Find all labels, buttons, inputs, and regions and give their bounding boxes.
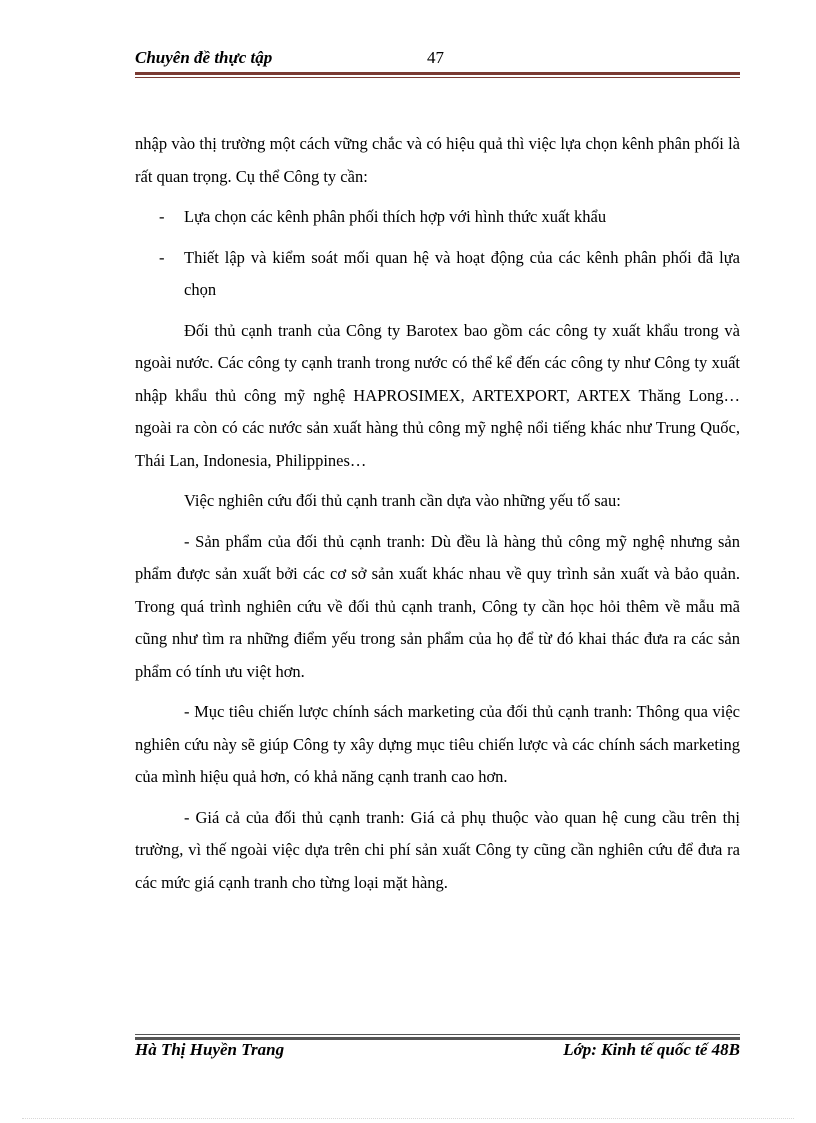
header-rule-thin bbox=[135, 77, 740, 78]
list-item bbox=[135, 242, 740, 307]
page-footer bbox=[135, 1040, 740, 1064]
bullet-dash: - bbox=[159, 247, 165, 267]
bullet-dash: - bbox=[159, 207, 165, 226]
header-title: Chuyên đề thực tập bbox=[135, 48, 273, 67]
paragraph-marketing: - Mục tiêu chiến lược chính sách marketing của đối thủ cạnh tranh: Thông qua việc nghiên cứu này sẽ giúp Công ty xây dựng mục tiêu chiến lược và các chính sách marketing của mình hiệu quả hơn, có khả năng cạnh tranh cao hơn. bbox=[135, 702, 740, 786]
paragraph-price: - Giá cả của đối thủ cạnh tranh: Giá cả phụ thuộc vào quan hệ cung cầu trên thị trường, vì thế ngoài việc dựa trên chi phí sản xuất Công ty cũng cần nghiên cứu để đưa ra các mức giá cạnh tranh cho từng loại mặt hàng. bbox=[135, 807, 740, 892]
bullet-text: Thiết lập và kiểm soát mối quan hệ và hoạt động của các kênh phân phối đã lựa chọn bbox=[184, 247, 740, 299]
list-item bbox=[135, 201, 740, 234]
page-edge-divider bbox=[22, 1118, 794, 1119]
paragraph-continuation: nhập vào thị trường một cách vững chắc và có hiệu quả thì việc lựa chọn kênh phân phối là rất quan trọng. Cụ thể Công ty cần: bbox=[135, 134, 740, 186]
paragraph-competitors: Đối thủ cạnh tranh của Công ty Barotex bao gồm các công ty xuất khẩu trong và ngoài nước. Các công ty cạnh tranh trong nước có thể kể đến các công ty như Công ty xuất nhập khẩu thủ công mỹ nghệ HAPROSIMEX, ARTEXPORT, ARTEX Thăng Long… ngoài ra còn có các nước sản xuất hàng thủ công mỹ nghệ nổi tiếng khác như Trung Quốc, Thái Lan, Indonesia, Philippines… bbox=[135, 320, 740, 470]
page-body bbox=[135, 128, 740, 907]
footer-class: Lớp: Kinh tế quốc tế 48B bbox=[563, 1040, 740, 1059]
page-header bbox=[135, 48, 740, 72]
paragraph-research-intro: Việc nghiên cứu đối thủ cạnh tranh cần dựa vào những yếu tố sau: bbox=[184, 491, 621, 510]
bullet-text: Lựa chọn các kênh phân phối thích hợp với hình thức xuất khẩu bbox=[184, 207, 607, 226]
footer-author: Hà Thị Huyền Trang bbox=[135, 1040, 285, 1059]
paragraph-products: - Sản phẩm của đối thủ cạnh tranh: Dù đều là hàng thủ công mỹ nghệ nhưng sản phẩm được sản xuất bởi các cơ sở sản xuất khác nhau về quy trình sản xuất và bảo quản. Trong quá trình nghiên cứu về đối thủ cạnh tranh, Công ty cần học hỏi thêm về mẫu mã cũng như tìm ra những điểm yếu trong sản phẩm của họ để từ đó khai thác đưa ra các sản phẩm có tính ưu việt hơn. bbox=[135, 531, 740, 681]
footer-rule-thin bbox=[135, 1034, 740, 1035]
page-number: 47 bbox=[427, 48, 444, 67]
header-rule-thick bbox=[135, 72, 740, 75]
